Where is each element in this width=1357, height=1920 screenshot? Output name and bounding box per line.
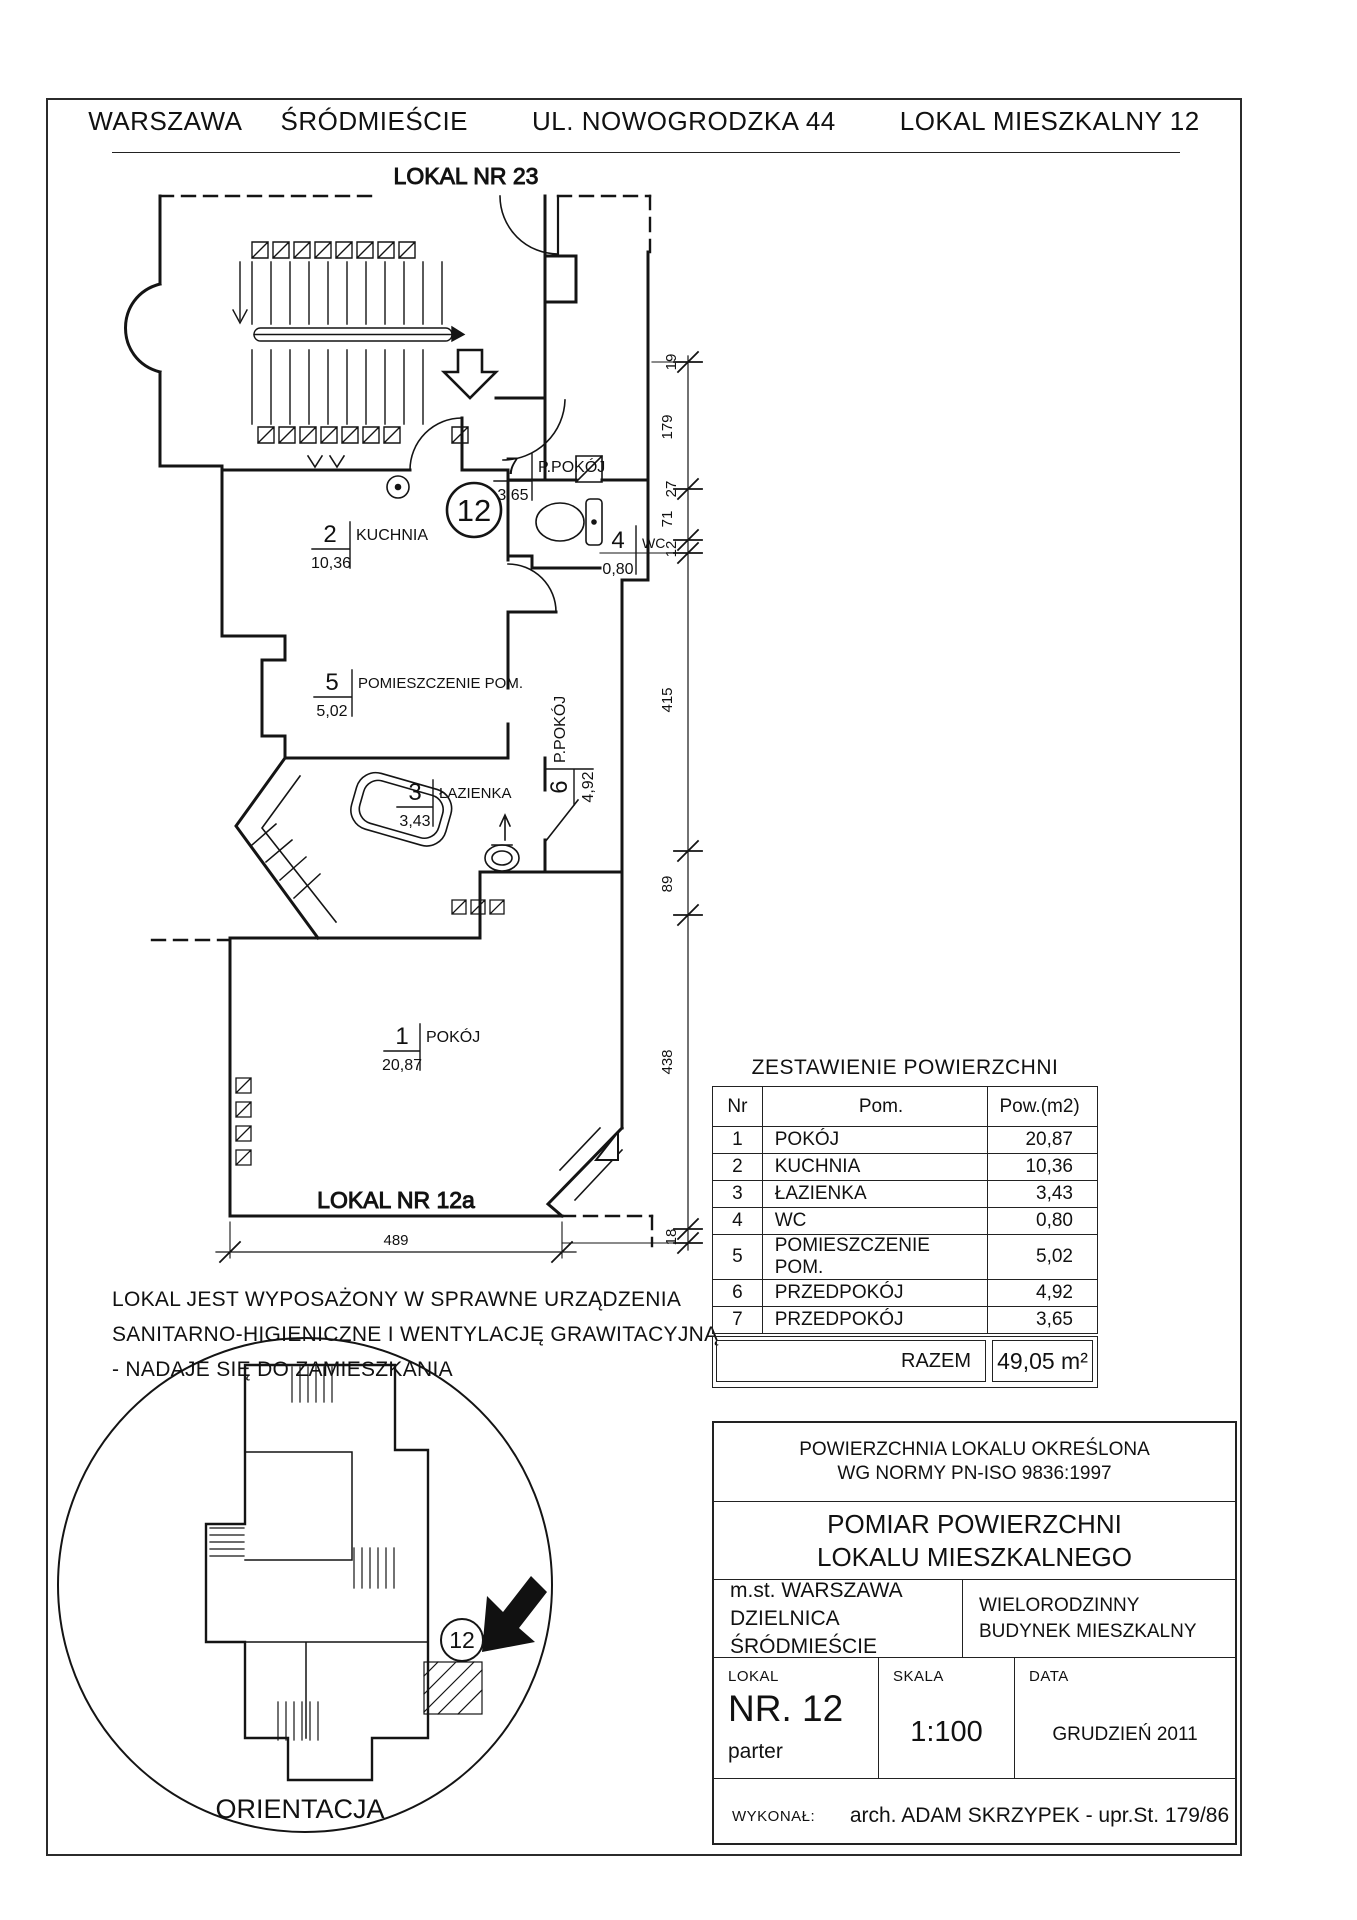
svg-text:18: 18: [663, 1228, 680, 1246]
svg-text:5: 5: [325, 669, 339, 696]
total-row: [712, 1336, 1098, 1388]
svg-text:P.POKÓJ: P.POKÓJ: [538, 459, 606, 476]
norm-line-1: POWIERZCHNIA LOKALU OKREŚLONA: [799, 1439, 1150, 1460]
title-block: [712, 1421, 1237, 1845]
room-label-1: [382, 1023, 480, 1074]
neighbor-bottom-label: LOKAL NR 12a: [317, 1187, 475, 1213]
diagonal-steps: [252, 776, 336, 922]
skala-value: 1:100: [910, 1716, 983, 1748]
svg-text:27: 27: [663, 480, 680, 498]
note-line-2: SANITARNO-HIGIENICZNE I WENTYLACJĘ GRAWITACYJNĄ: [112, 1323, 719, 1346]
unit-number-text: 12: [456, 493, 492, 528]
orientation-diagram: [58, 1338, 552, 1832]
svg-text:4: 4: [611, 527, 625, 554]
room-label-5: [316, 669, 523, 720]
table-row: 6 PRZEDPOKÓJ 4,92: [713, 1280, 1098, 1307]
svg-text:5,02: 5,02: [316, 703, 348, 720]
title-block-location: [714, 1580, 1235, 1658]
note-line-1: LOKAL JEST WYPOSAŻONY W SPRAWNE URZĄDZENIA: [112, 1288, 682, 1311]
table-row: 3 ŁAZIENKA 3,43: [713, 1181, 1098, 1208]
orientation-label: ORIENTACJA: [215, 1794, 385, 1824]
svg-text:3,65: 3,65: [497, 487, 529, 504]
neighbor-top-label: LOKAL NR 23: [393, 163, 539, 189]
stair-treads-upper: [252, 262, 442, 324]
room-labels: [311, 453, 665, 1074]
svg-text:71: 71: [659, 510, 676, 528]
skala-label: SKALA: [893, 1668, 944, 1685]
skala-cell: [879, 1658, 1015, 1778]
sanitary-note: [112, 1282, 718, 1387]
lokal-cell: [714, 1658, 879, 1778]
orientation-unit-number: 12: [449, 1627, 475, 1653]
bay-window-detail: [560, 1128, 622, 1200]
svg-text:19: 19: [663, 353, 680, 371]
title-block-doc-title: [714, 1502, 1235, 1580]
doc-title-line-1: POMIAR POWIERZCHNI: [827, 1508, 1122, 1539]
svg-text:6: 6: [546, 780, 573, 794]
title-block-details: [714, 1658, 1235, 1779]
staircase: [233, 242, 468, 443]
svg-text:0,80: 0,80: [602, 561, 634, 578]
table-row: 4 WC 0,80: [713, 1208, 1098, 1235]
lokal-floor: parter: [728, 1740, 783, 1763]
svg-text:ŁAZIENKA: ŁAZIENKA: [439, 785, 512, 802]
stair-hatch-bottom: [258, 427, 468, 443]
orientation-stair-hatches: [210, 1367, 394, 1740]
header-street: UL. NOWOGRODZKA 44: [532, 106, 836, 136]
north-arrow: [482, 1576, 547, 1652]
svg-text:4,92: 4,92: [580, 771, 597, 803]
header-unit: LOKAL MIESZKALNY 12: [899, 106, 1200, 136]
washbasin-fixture: [485, 815, 519, 871]
lokal-value: NR. 12: [728, 1688, 844, 1729]
area-table-header-row: [713, 1087, 1098, 1127]
room-label-2: [311, 521, 428, 572]
data-cell: [1015, 1658, 1235, 1778]
orientation-unit-hatch: [424, 1662, 482, 1714]
location-line-1: m.st. WARSZAWA: [730, 1578, 903, 1602]
dimension-labels: [659, 354, 680, 1246]
svg-text:438: 438: [659, 1049, 676, 1075]
room-label-dividers: [312, 454, 636, 1070]
kitchen-sink-fixture: [387, 476, 409, 498]
orientation-circle: [58, 1338, 552, 1832]
table-row: 2 KUCHNIA 10,36: [713, 1154, 1098, 1181]
svg-text:415: 415: [659, 687, 676, 713]
orientation-unit-badge: [441, 1619, 483, 1661]
building-line-1: WIELORODZINNY: [979, 1594, 1140, 1616]
svg-text:179: 179: [659, 414, 676, 440]
table-row: 7 PRZEDPOKÓJ 3,65: [713, 1307, 1098, 1334]
room-label-6: [546, 696, 597, 803]
svg-text:POMIESZCZENIE POM.: POMIESZCZENIE POM.: [358, 675, 524, 692]
data-value: GRUDZIEŃ 2011: [1052, 1724, 1198, 1745]
svg-text:KUCHNIA: KUCHNIA: [356, 527, 429, 544]
orientation-inner-walls: [245, 1452, 428, 1738]
svg-text:WC: WC: [642, 535, 666, 551]
title-block-author: [714, 1779, 1235, 1853]
note-line-3: - NADAJE SIĘ DO ZAMIESZKANIA: [112, 1358, 453, 1381]
stair-hatch-top: [252, 242, 415, 258]
author-label: WYKONAŁ:: [732, 1807, 816, 1825]
svg-text:POKÓJ: POKÓJ: [426, 1029, 481, 1046]
total-label: RAZEM: [716, 1340, 986, 1382]
room-label-3: [399, 779, 511, 830]
bath-hatch-squares: [452, 900, 504, 914]
col-header-area: Pow.(m2): [988, 1087, 1098, 1127]
col-header-room: Pom.: [762, 1087, 988, 1127]
building-line-2: BUDYNEK MIESZKALNY: [979, 1620, 1197, 1642]
stair-direction-arrow: [233, 262, 247, 323]
svg-text:1: 1: [395, 1023, 409, 1050]
author-value: arch. ADAM SKRZYPEK - upr.St. 179/86: [849, 1804, 1230, 1827]
orientation-building-outline: [206, 1365, 428, 1780]
doc-title-line-2: LOKALU MIESZKALNEGO: [817, 1541, 1132, 1572]
table-row: 1 POKÓJ 20,87: [713, 1127, 1098, 1154]
header-district: ŚRÓDMIEŚCIE: [280, 106, 469, 136]
svg-text:7: 7: [505, 453, 519, 480]
bottom-dimension: [216, 1222, 576, 1262]
bathtub-fixture: [346, 768, 456, 851]
vent-marks: [308, 456, 344, 467]
svg-text:3: 3: [408, 779, 422, 806]
building-type-cell: [963, 1580, 1235, 1657]
title-block-norm: [714, 1423, 1235, 1502]
unit-number-badge: [447, 483, 501, 537]
svg-text:10,36: 10,36: [310, 555, 352, 572]
total-value: 49,05 m²: [992, 1340, 1093, 1382]
svg-text:P.POKÓJ: P.POKÓJ: [552, 695, 569, 763]
svg-text:89: 89: [659, 875, 676, 893]
header-city: WARSZAWA: [88, 106, 243, 136]
svg-text:12: 12: [663, 540, 680, 558]
area-table-title: ZESTAWIENIE POWIERZCHNI: [751, 1056, 1059, 1079]
wall-hatch-column: [236, 1078, 251, 1165]
svg-text:3,43: 3,43: [399, 813, 431, 830]
svg-text:2: 2: [323, 521, 337, 548]
location-line-2: DZIELNICA ŚRÓDMIEŚCIE: [730, 1606, 878, 1658]
boundary-dashed-lines: [152, 196, 652, 1246]
norm-line-2: WG NORMY PN-ISO 9836:1997: [837, 1463, 1112, 1484]
data-label: DATA: [1029, 1668, 1069, 1685]
stair-arrow-head: [452, 327, 464, 341]
area-table: [712, 1086, 1098, 1388]
toilet-fixture: [536, 499, 602, 545]
entry-arrow: [444, 350, 496, 398]
table-row: 5 POMIESZCZENIE POM. 5,02: [713, 1235, 1098, 1280]
lokal-label: LOKAL: [728, 1668, 779, 1685]
col-header-nr: Nr: [713, 1087, 763, 1127]
svg-text:20,87: 20,87: [381, 1057, 423, 1074]
bottom-dim-value: 489: [383, 1232, 409, 1249]
location-cell: [714, 1580, 963, 1657]
stair-treads-lower: [252, 350, 423, 424]
